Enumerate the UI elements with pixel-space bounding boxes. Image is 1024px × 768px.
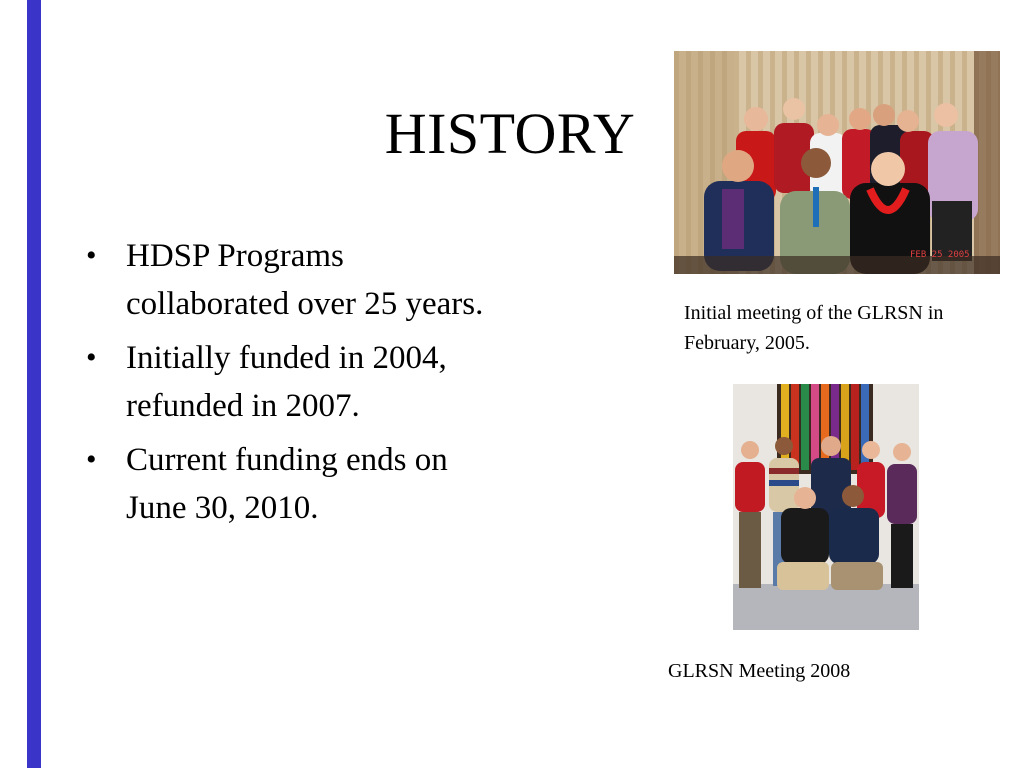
- bullet-item: [86, 334, 486, 430]
- bullet-text: Current funding ends on June 30, 2010.: [126, 442, 448, 526]
- bullet-text: HDSP Programs collaborated over 25 years.: [126, 238, 484, 322]
- bullet-item: [86, 436, 486, 532]
- slide-title: HISTORY: [384, 101, 636, 166]
- bullet-text: Initially funded in 2004, refunded in 2007.: [126, 340, 447, 424]
- bullet-item: [86, 232, 486, 328]
- bullet-marker: •: [86, 239, 97, 272]
- photo-date-stamp: FEB 25 2005: [910, 250, 970, 260]
- bullet-marker: •: [86, 341, 97, 374]
- group-photo-2008: [733, 384, 919, 630]
- bullet-list: [86, 232, 486, 538]
- photo-caption-2008: GLRSN Meeting 2008: [668, 660, 851, 682]
- accent-sidebar-bar: [27, 0, 41, 768]
- bullet-marker: •: [86, 443, 97, 476]
- group-photo-2005: [674, 51, 1000, 274]
- photo-caption-2005: Initial meeting of the GLRSN in February, 2005.: [684, 302, 944, 354]
